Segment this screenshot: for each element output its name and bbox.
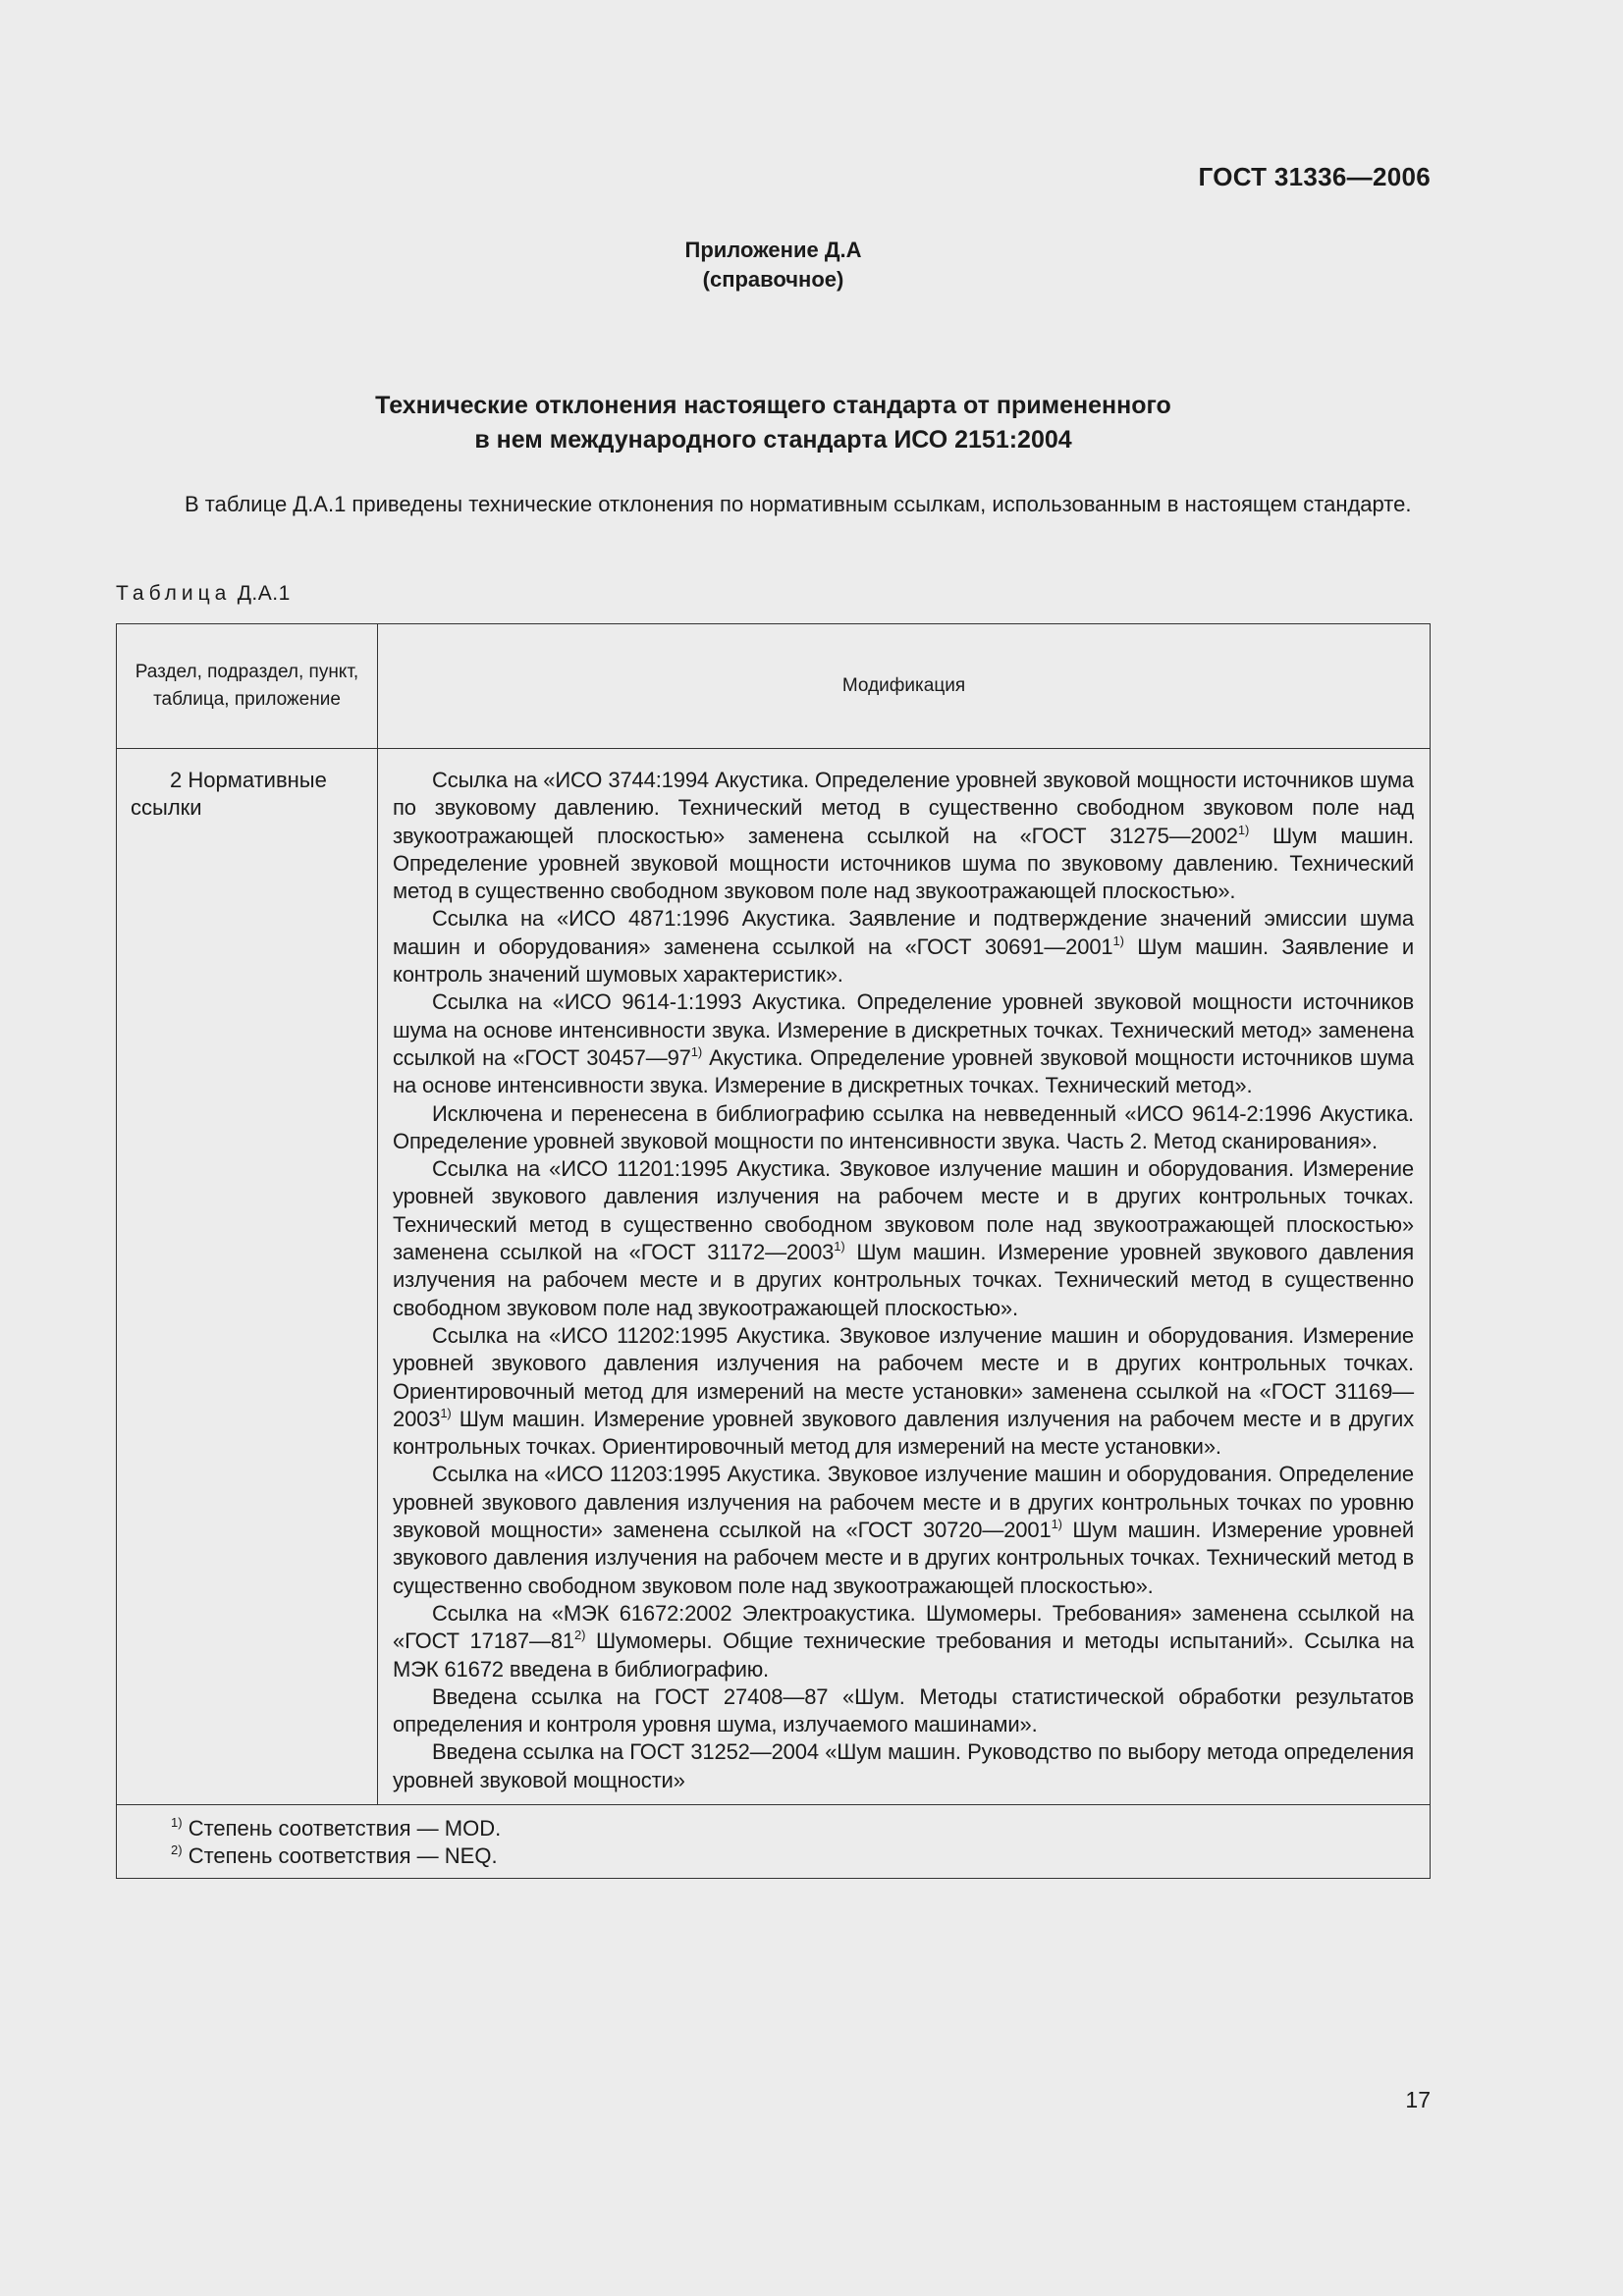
modification-paragraph: Ссылка на «ИСО 11201:1995 Акустика. Звуковое излучение машин и оборудования. Измерение уровней звукового давления излучения на рабочем месте и в других контрольных точках. Технический метод в существенно свободном звуковом поле над звукоотражающей плоскостью» заменена ссылкой на «ГОСТ 31172—2003$^{1)}$ Шум машин. Измерение уровней звукового давления излучения на рабочем месте и в других контрольных точках. Технический метод в существенно свободном звуковом поле над звукоотражающей плоскостью».	[393, 1156, 1414, 1320]
modification-paragraph: Ссылка на «ИСО 11203:1995 Акустика. Звуковое излучение машин и оборудования. Определение уровней звукового давления излучения на рабочем месте и в других контрольных точках по уровню звуковой мощности» заменена ссылкой на «ГОСТ 30720—2001$^{1)}$ Шум машин. Измерение уровней звукового давления излучения на рабочем месте и в других контрольных точках. Технический метод в существенно свободном звуковом поле над звукоотражающей плоскостью».	[393, 1462, 1414, 1598]
modification-paragraph: Ссылка на «ИСО 11202:1995 Акустика. Звуковое излучение машин и оборудования. Измерение уровней звукового давления излучения на рабочем месте и в других контрольных точках. Ориентировочный метод для измерений на месте установки» заменена ссылкой на «ГОСТ 31169—2003$^{1)}$ Шум машин. Измерение уровней звукового давления излучения на рабочем месте и в других контрольных точках. Ориентировочный метод для измерений на месте установки».	[393, 1322, 1414, 1460]
column-header-section: Раздел, подраздел, пункт, таблица, приложение	[117, 624, 378, 749]
footnote-mark: 1)	[1112, 933, 1124, 948]
page-number: 17	[1405, 2087, 1431, 2112]
modification-cell	[378, 749, 1431, 1805]
table-row	[117, 749, 1431, 1805]
table-caption-word: Таблица	[116, 582, 232, 605]
footnote-2: $^{2)}$ Степень соответствия — NEQ.	[171, 1842, 498, 1868]
footnote-mark: 1)	[1237, 822, 1250, 837]
modification-paragraph: Исключена и перенесена в библиографию ссылка на невведенный «ИСО 9614-2:1996 Акустика. Определение уровней звуковой мощности по интенсивности звука. Часть 2. Метод сканирования».	[393, 1100, 1414, 1153]
table-header-row	[117, 624, 1431, 749]
intro-paragraph: В таблице Д.А.1 приведены технические отклонения по нормативным ссылкам, использованным в настоящем стандарте.	[185, 492, 1412, 516]
modification-paragraph: Ссылка на «ИСО 3744:1994 Акустика. Определение уровней звуковой мощности источников шума по звуковому давлению. Технический метод в существенно свободном звуковом поле над звукоотражающей плоскостью» заменена ссылкой на «ГОСТ 31275—2002$^{1)}$ Шум машин. Определение уровней звуковой мощности источников шума по звуковому давлению. Технический метод в существенно свободном звуковом поле над звукоотражающей плоскостью».	[393, 768, 1414, 904]
footnote-mark: 2)	[574, 1628, 586, 1643]
footnotes-cell	[117, 1804, 1431, 1878]
footnotes-row	[117, 1804, 1431, 1878]
modification-paragraph: Введена ссылка на ГОСТ 31252—2004 «Шум машин. Руководство по выбору метода определения уровней звуковой мощности»	[393, 1739, 1414, 1792]
document-title	[0, 389, 1546, 457]
footnote-mark: 1)	[834, 1239, 845, 1255]
modification-paragraph: Ссылка на «МЭК 61672:2002 Электроакустика. Шумомеры. Требования» заменена ссылкой на «ГОСТ 17187—81$^{2)}$ Шумомеры. Общие технические требования и методы испытаний». Ссылка на МЭК 61672 введена в библиографию.	[393, 1600, 1415, 1682]
column-header-modification: Модификация	[378, 624, 1431, 749]
footnote-mark: 1)	[440, 1405, 452, 1420]
appendix-subtitle: (справочное)	[702, 267, 844, 292]
modification-paragraph: Введена ссылка на ГОСТ 27408—87 «Шум. Методы статистической обработки результатов определения и контроля уровня шума, излучаемого машинами».	[393, 1683, 1414, 1737]
footnote-mark: 1)	[1051, 1517, 1062, 1532]
footnote-mark: 1)	[690, 1043, 703, 1059]
table-caption	[116, 582, 291, 606]
modification-paragraph: Ссылка на «ИСО 4871:1996 Акустика. Заявление и подтверждение значений эмиссии шума машин и оборудования» заменена ссылкой на «ГОСТ 30691—2001$^{1)}$ Шум машин. Заявление и контроль значений шумовых характеристик».	[393, 906, 1414, 988]
footnote-1: $^{1)}$ Степень соответствия — MOD.	[171, 1814, 502, 1841]
deviations-table	[116, 623, 1431, 1879]
table-caption-number: Д.А.1	[237, 582, 291, 605]
appendix-title: Приложение Д.А	[684, 238, 862, 262]
standard-code: ГОСТ 31336—2006	[1198, 162, 1431, 191]
appendix-heading	[0, 236, 1546, 294]
document-title-line2: в нем международного стандарта ИСО 2151:2004	[474, 426, 1072, 454]
section-cell	[117, 749, 378, 1805]
document-title-line1: Технические отклонения настоящего стандарта от примененного	[375, 392, 1171, 419]
section-label: 2 Нормативные ссылки	[131, 768, 327, 820]
modification-paragraph: Ссылка на «ИСО 9614-1:1993 Акустика. Определение уровней звуковой мощности источников шума на основе интенсивности звука. Измерение в дискретных точках. Технический метод» заменена ссылкой на «ГОСТ 30457—97$^{1)}$ Акустика. Определение уровней звуковой мощности источников шума на основе интенсивности звука. Измерение в дискретных точках. Технический метод».	[393, 989, 1414, 1098]
